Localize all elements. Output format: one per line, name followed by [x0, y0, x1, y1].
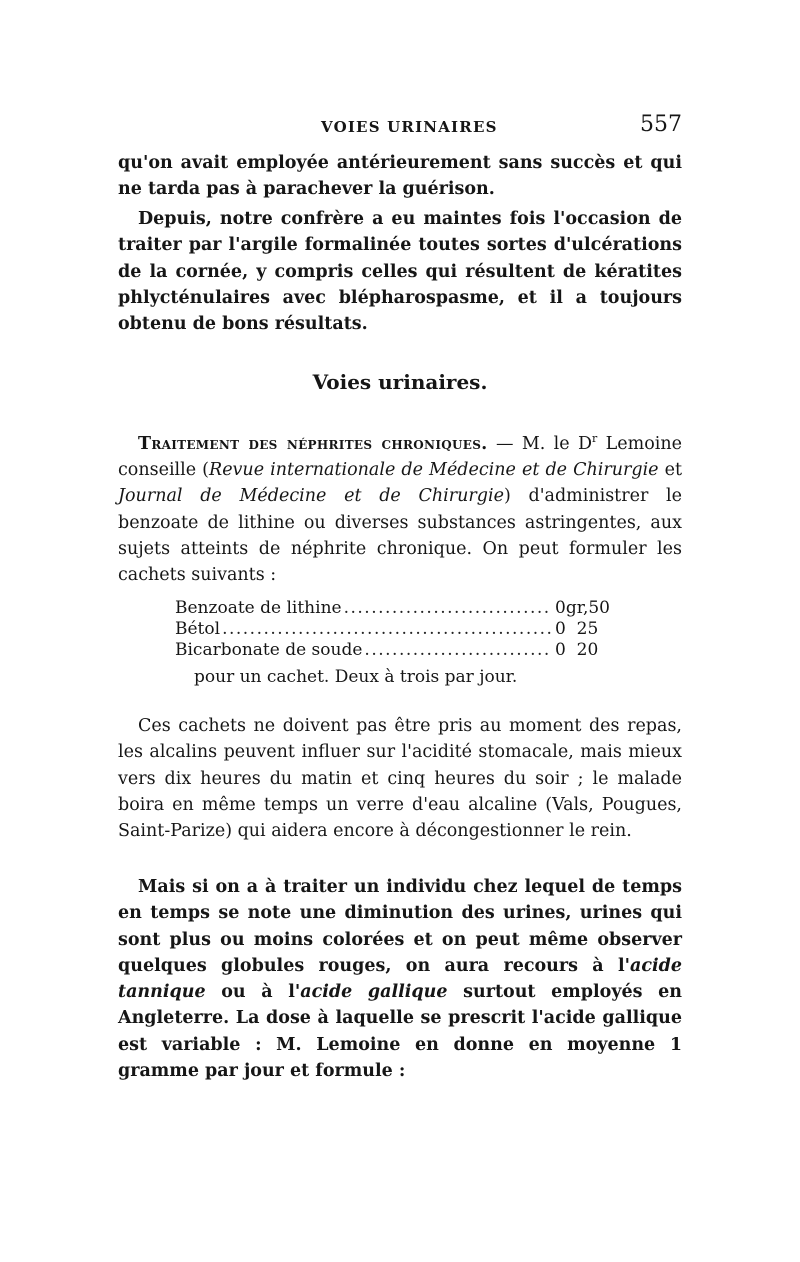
- leader-dots: [222, 619, 551, 640]
- prescription-row: [175, 598, 635, 619]
- acid-name-gallique: acide gallique: [300, 982, 448, 1003]
- article-mid: et: [658, 460, 683, 481]
- article-lead-a: — M. le D: [487, 433, 593, 454]
- prescription-row: [175, 619, 635, 640]
- article-lead-b: Lemoine conseille (: [118, 433, 682, 481]
- ingredient-quantity: 0 20: [555, 640, 599, 660]
- acid-name-tannique: acide tannique: [118, 955, 682, 1003]
- prescription-table: [175, 598, 635, 661]
- prescription-row: [175, 640, 635, 661]
- leader-dots: [364, 640, 551, 661]
- paragraph-cachets: Ces cachets ne doivent pas être pris au moment des repas, les alcalins peuvent influer sur l'acidité stomacale, mais mieux vers dix heures du matin et cinq heures du soir ; le malade boira en même temps un verre d'eau alcaline (Vals, Pougues, Saint-Parize) qui aidera encore à décongestionner le rein.: [118, 716, 682, 842]
- ingredient-name: Bétol: [175, 619, 221, 639]
- page-number: 557: [640, 112, 682, 137]
- dosage-line: pour un cachet. Deux à trois par jour.: [194, 667, 518, 687]
- ingredient-quantity: 0gr,50: [555, 598, 610, 618]
- acid-text-b: ou à l': [205, 982, 301, 1003]
- section-title: Voies urinaires.: [312, 370, 488, 394]
- doctor-abbrev-sup: r: [592, 432, 598, 445]
- article-heading: Traitement des néphrites chroniques.: [138, 433, 488, 454]
- ingredient-quantity: 0 25: [555, 619, 599, 639]
- journal-title-2: Journal de Médecine et de Chirurgie: [118, 486, 504, 507]
- ingredient-name: Benzoate de lithine: [175, 598, 342, 618]
- paragraph-continuation: qu'on avait employée antérieurement sans succès et qui ne tarda pas à parachever la guérison.: [118, 153, 682, 200]
- paragraph-acide: [118, 874, 682, 1084]
- paragraph-nephrites: [118, 426, 682, 589]
- leader-dots: [344, 598, 551, 619]
- running-title: VOIES URINAIRES: [321, 118, 498, 136]
- acid-text-c: surtout employés en Angleterre. La dose à laquelle se prescrit l'acide gallique est variable : M. Lemoine en donne en moyenne 1 gramme par jour et formule :: [118, 982, 683, 1082]
- ingredient-name: Bicarbonate de soude: [175, 640, 363, 660]
- article-rest: ) d'administrer le benzoate de lithine ou diverses substances astringentes, aux sujets atteints de néphrite chronique. On peut formuler les cachets suivants :: [118, 486, 682, 586]
- acid-text-a: Mais si on a à traiter un individu chez lequel de temps en temps se note une diminution des urines, urines qui sont plus ou moins colorées et on peut même observer quelques globules rouges, on aura recours à l': [118, 877, 682, 976]
- journal-title-1: Revue internationale de Médecine et de Chirurgie: [209, 460, 659, 481]
- running-head: [118, 112, 682, 142]
- paragraph-argile: Depuis, notre confrère a eu maintes fois l'occasion de traiter par l'argile formalinée toutes sortes d'ulcérations de la cornée, y compris celles qui résultent de kératites phlycténulaires avec blépharospasme, et il a toujours obtenu de bons résultats.: [118, 209, 682, 335]
